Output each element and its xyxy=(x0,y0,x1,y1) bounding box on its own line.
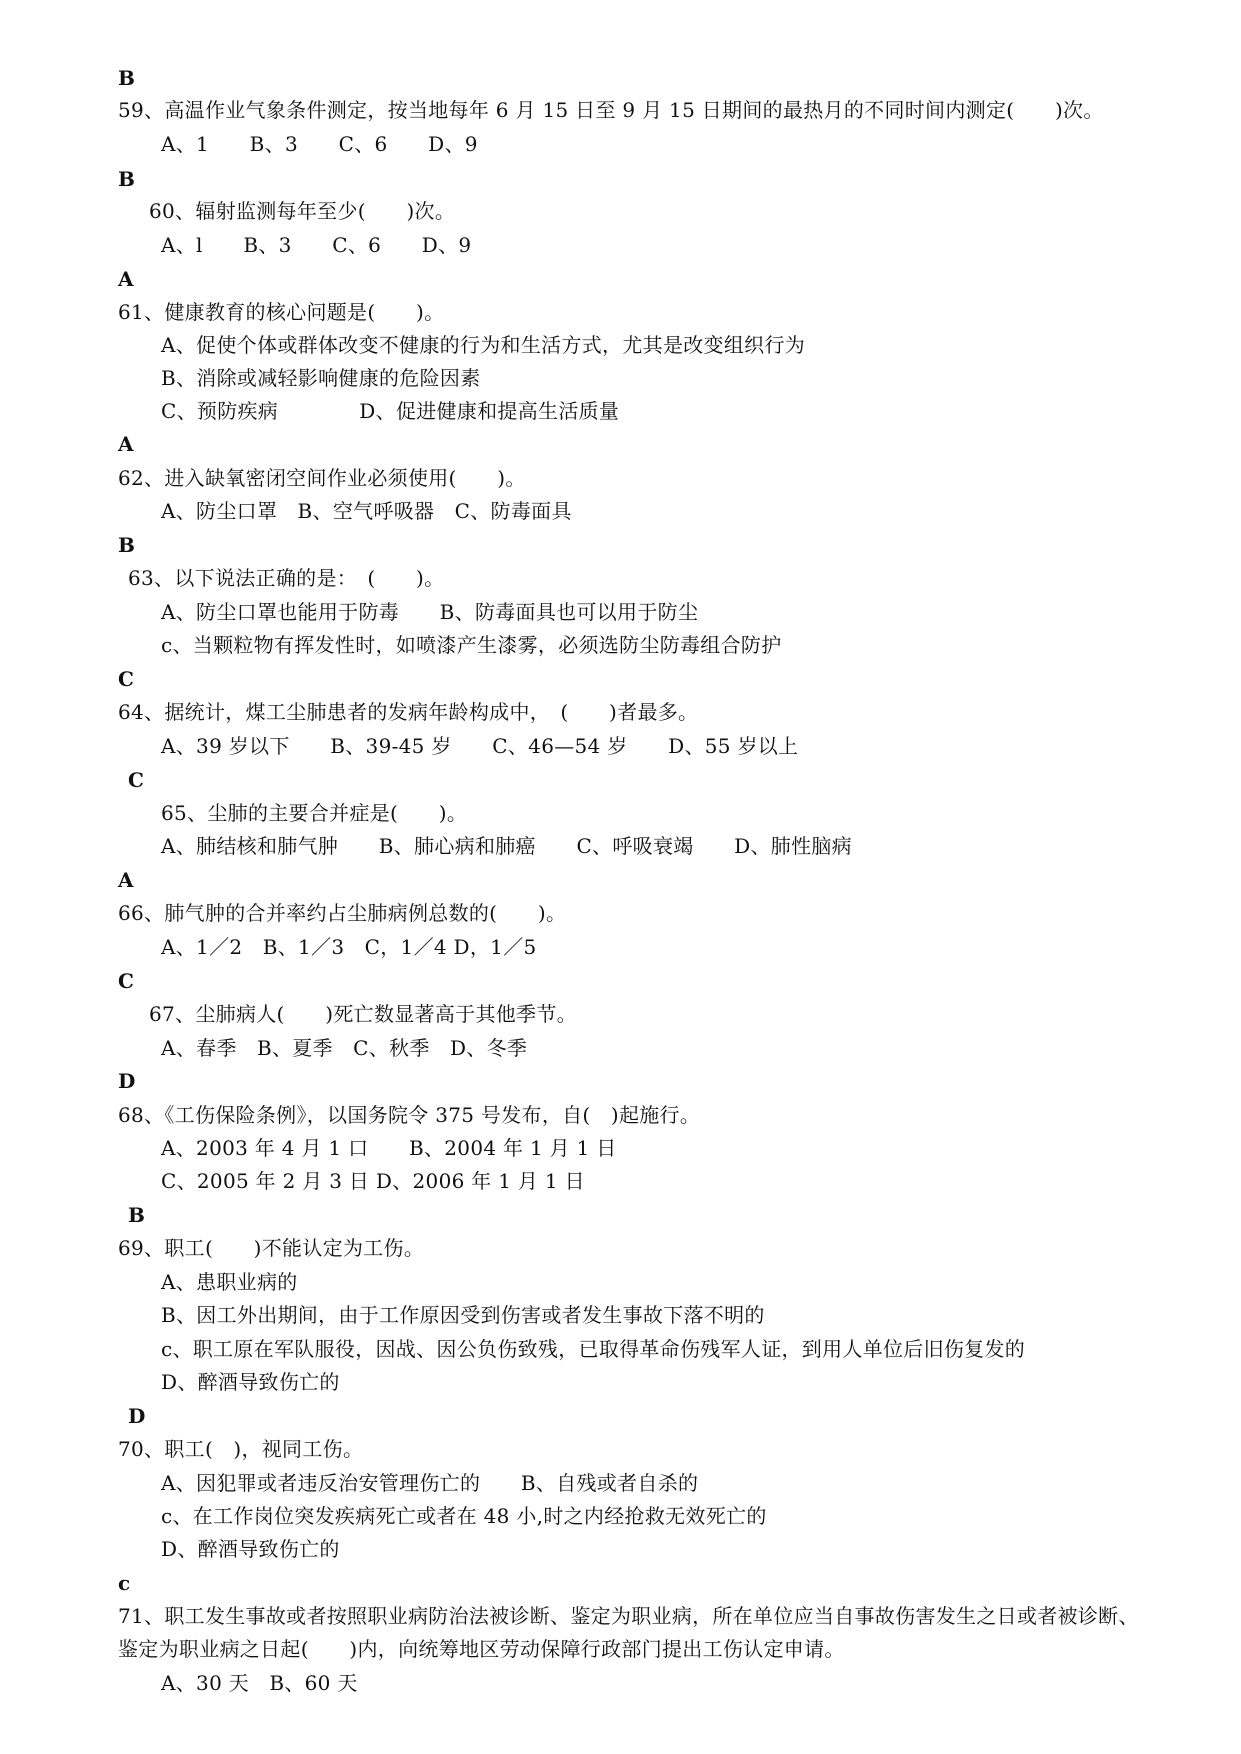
question-64: 64、据统计，煤工尘肺患者的发病年龄构成中， ( )者最多。 xyxy=(118,700,699,724)
answer-62: B xyxy=(118,533,136,557)
question-65: 65、尘肺的主要合并症是( )。 xyxy=(161,801,468,825)
answer-67: D xyxy=(118,1069,136,1093)
options-67: A、春季 B、夏季 C、秋季 D、冬季 xyxy=(161,1036,528,1060)
answer-68: B xyxy=(128,1203,146,1227)
option-68-cd: C、2005 年 2 月 3 日 D、2006 年 1 月 1 日 xyxy=(161,1169,585,1193)
option-61-cd: C、预防疾病 D、促进健康和提高生活质量 xyxy=(161,399,620,423)
option-69-b: B、因工外出期间，由于工作原因受到伤害或者发生事故下落不明的 xyxy=(161,1303,765,1327)
option-69-c: c、职工原在军队服役，因战、因公负伤致残，已取得革命伤残军人证，到用人单位后旧伤复发的 xyxy=(161,1337,1026,1361)
answer-58: B xyxy=(118,66,136,90)
option-70-c: c、在工作岗位突发疾病死亡或者在 48 小,时之内经抢救无效死亡的 xyxy=(161,1504,767,1528)
options-66: A、1／2 B、1／3 C，1／4 D，1／5 xyxy=(161,935,537,959)
question-68: 68、《工伤保险条例》，以国务院令 375 号发布，自( )起施行。 xyxy=(118,1103,701,1127)
question-61: 61、健康教育的核心问题是( )。 xyxy=(118,300,445,324)
answer-70: c xyxy=(118,1571,131,1595)
answer-59: B xyxy=(118,167,136,191)
question-71-line-2: 鉴定为职业病之日起( )内，向统筹地区劳动保障行政部门提出工伤认定申请。 xyxy=(118,1637,845,1661)
question-63: 63、以下说法正确的是： ( )。 xyxy=(128,566,445,590)
question-69: 69、职工( )不能认定为工伤。 xyxy=(118,1236,425,1260)
option-70-ab: A、因犯罪或者违反治安管理伤亡的 B、自残或者自杀的 xyxy=(161,1471,699,1495)
options-64: A、39 岁以下 B、39-45 岁 C、46—54 岁 D、55 岁以上 xyxy=(161,734,799,758)
options-59: A、1 B、3 C、6 D、9 xyxy=(161,132,478,156)
question-71-line-1: 71、职工发生事故或者按照职业病防治法被诊断、鉴定为职业病，所在单位应当自事故伤害发生之日或者被诊断、 xyxy=(118,1604,1139,1628)
question-67: 67、尘肺病人( )死亡数显著高于其他季节。 xyxy=(149,1002,577,1026)
answer-69: D xyxy=(128,1404,146,1428)
options-71: A、30 天 B、60 天 xyxy=(161,1671,358,1695)
question-62: 62、进入缺氧密闭空间作业必须使用( )。 xyxy=(118,466,526,490)
option-61-a: A、促使个体或群体改变不健康的行为和生活方式，尤其是改变组织行为 xyxy=(161,333,806,357)
option-63-c: c、当颗粒物有挥发性时，如喷漆产生漆雾，必须选防尘防毒组合防护 xyxy=(161,633,782,657)
answer-65: A xyxy=(118,868,134,892)
answer-64: C xyxy=(128,768,145,792)
option-61-b: B、消除或减轻影响健康的危险因素 xyxy=(161,366,481,390)
answer-63: C xyxy=(118,667,135,691)
options-65: A、肺结核和肺气肿 B、肺心病和肺癌 C、呼吸衰竭 D、肺性脑病 xyxy=(161,834,852,858)
question-60: 60、辐射监测每年至少( )次。 xyxy=(149,199,456,223)
option-68-ab: A、2003 年 4 月 1 口 B、2004 年 1 月 1 日 xyxy=(161,1136,617,1160)
question-59: 59、高温作业气象条件测定，按当地每年 6 月 15 日至 9 月 15 日期间的最热月的不同时间内测定( )次。 xyxy=(118,98,1104,122)
option-70-d: D、醉酒导致伤亡的 xyxy=(161,1537,340,1561)
option-69-a: A、患职业病的 xyxy=(161,1270,298,1294)
option-69-d: D、醉酒导致伤亡的 xyxy=(161,1370,340,1394)
question-70: 70、职工( )，视同工伤。 xyxy=(118,1437,364,1461)
options-62: A、防尘口罩 B、空气呼吸器 C、防毒面具 xyxy=(161,499,572,523)
option-63-ab: A、防尘口罩也能用于防毒 B、防毒面具也可以用于防尘 xyxy=(161,600,699,624)
answer-66: C xyxy=(118,969,135,993)
options-60: A、l B、3 C、6 D、9 xyxy=(161,233,472,257)
answer-60: A xyxy=(118,267,134,291)
question-66: 66、肺气肿的合并率约占尘肺病例总数的( )。 xyxy=(118,901,567,925)
answer-61: A xyxy=(118,432,134,456)
